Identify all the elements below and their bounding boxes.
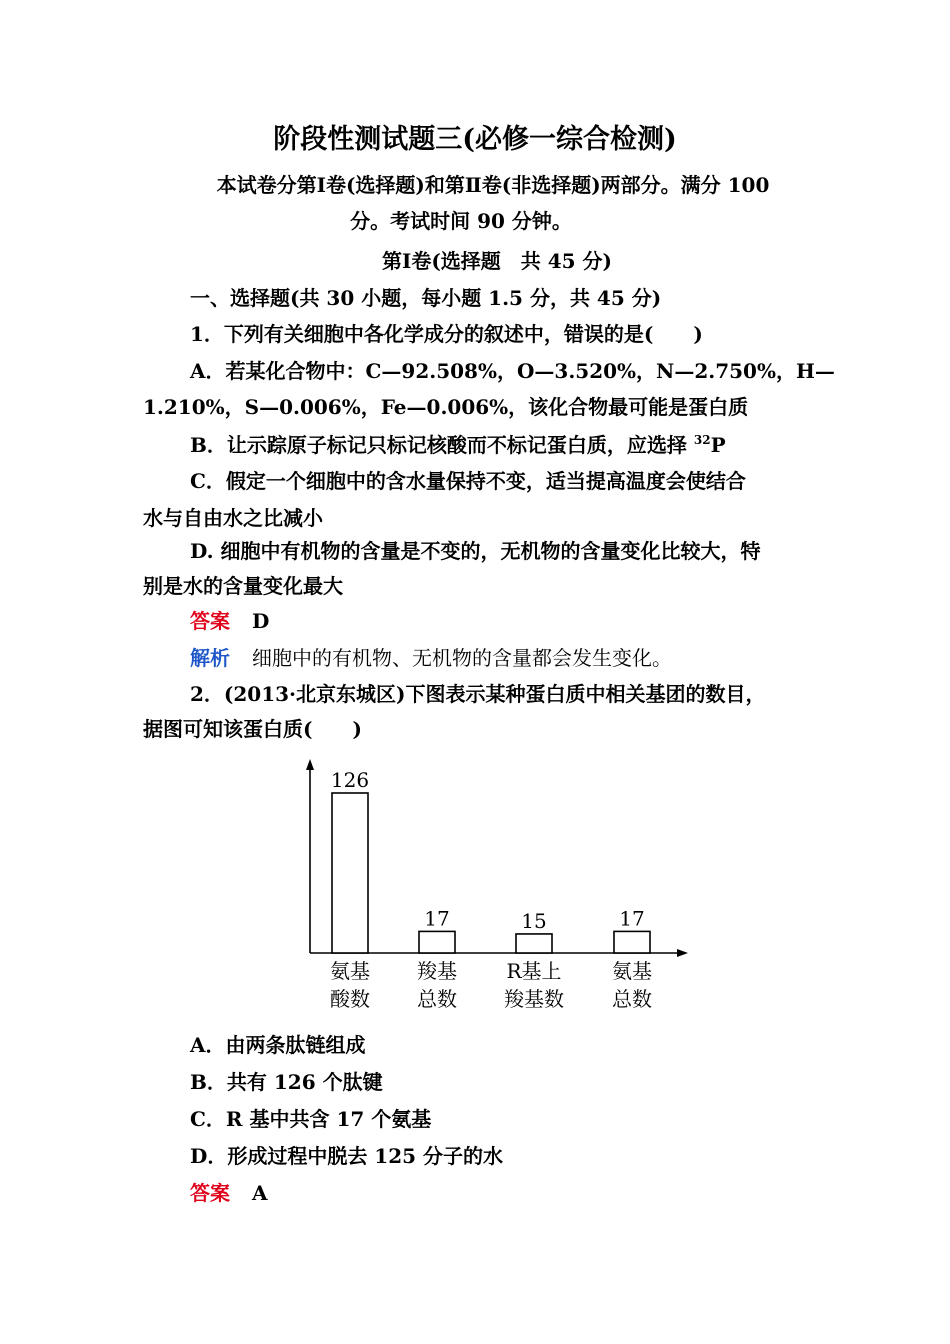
q1-option-b-superscript: 32: [693, 433, 711, 447]
bar-value-label: 17: [424, 906, 450, 931]
intro-line-1: 本试卷分第Ⅰ卷(选择题)和第Ⅱ卷(非选择题)两部分。满分 100: [216, 173, 770, 197]
x-axis-arrow: [677, 949, 688, 957]
q1-option-b: [190, 432, 726, 458]
answer-label: 答案: [190, 609, 230, 633]
bar-1: [332, 793, 368, 953]
q1-option-c-line-2: 水与自由水之比减小: [143, 506, 323, 530]
chart-bars: [331, 768, 650, 953]
bar-2: [419, 931, 455, 953]
x-tick-label: 总数: [417, 987, 457, 1011]
x-tick-label: 酸数: [330, 987, 370, 1011]
x-tick-label: 氨基: [330, 959, 370, 983]
analysis-label: 解析: [190, 646, 230, 670]
section-heading: 一、选择题(共 30 小题，每小题 1.5 分，共 45 分): [190, 286, 662, 310]
q2-option-b: B．共有 126 个肽键: [190, 1070, 383, 1094]
x-tick-label: 羧基数: [504, 987, 564, 1011]
page-title: 阶段性测试题三(必修一综合检测): [273, 124, 677, 155]
bar-3: [516, 934, 552, 953]
question-1-stem: 1．下列有关细胞中各化学成分的叙述中，错误的是( ): [190, 322, 703, 346]
answer-value: D: [252, 609, 270, 633]
q2-answer: [190, 1180, 268, 1206]
bar-chart: [290, 755, 700, 1017]
q1-option-c-line-1: C．假定一个细胞中的含水量保持不变，适当提高温度会使结合: [190, 469, 746, 493]
answer-label: 答案: [190, 1181, 230, 1205]
q1-option-a-line-2: 1.210%，S—0.006%，Fe—0.006%，该化合物最可能是蛋白质: [143, 395, 749, 419]
bar-value-label: 126: [330, 768, 370, 792]
x-tick-label: 氨基: [612, 959, 652, 983]
x-tick-label: 羧基: [417, 959, 457, 983]
q1-option-b-end: P: [710, 433, 726, 457]
bar-value-label: 17: [619, 906, 645, 931]
question-2-stem-line-2: 据图可知该蛋白质( ): [143, 717, 362, 741]
bar-value-label: 15: [521, 908, 547, 933]
part-heading: 第Ⅰ卷(选择题 共 45 分): [381, 249, 613, 273]
q1-option-a-line-1: A．若某化合物中：C—92.508%，O—3.520%，N—2.750%，H—: [190, 359, 835, 383]
bar-4: [614, 931, 650, 953]
q1-option-b-text: B．让示踪原子标记只标记核酸而不标记蛋白质，应选择: [190, 433, 694, 457]
question-2-stem-line-1: 2．(2013·北京东城区)下图表示某种蛋白质中相关基团的数目，: [190, 682, 766, 706]
x-tick-label: R基上: [506, 959, 562, 983]
intro-line-2: 分。考试时间 90 分钟。: [350, 209, 572, 233]
x-tick-label: 总数: [612, 987, 652, 1011]
analysis-text: 细胞中的有机物、无机物的含量都会发生变化。: [252, 646, 672, 670]
q1-option-d-line-1: D. 细胞中有机物的含量是不变的，无机物的含量变化比较大，特: [190, 539, 761, 563]
q2-option-c: C．R 基中共含 17 个氨基: [190, 1107, 432, 1131]
q1-answer: [190, 608, 269, 634]
answer-value: A: [252, 1181, 268, 1205]
q1-analysis: [190, 645, 672, 671]
y-axis-arrow: [306, 759, 314, 770]
q1-option-d-line-2: 别是水的含量变化最大: [143, 574, 343, 598]
q2-option-d: D．形成过程中脱去 125 分子的水: [190, 1144, 504, 1168]
q2-option-a: A．由两条肽链组成: [190, 1033, 366, 1057]
